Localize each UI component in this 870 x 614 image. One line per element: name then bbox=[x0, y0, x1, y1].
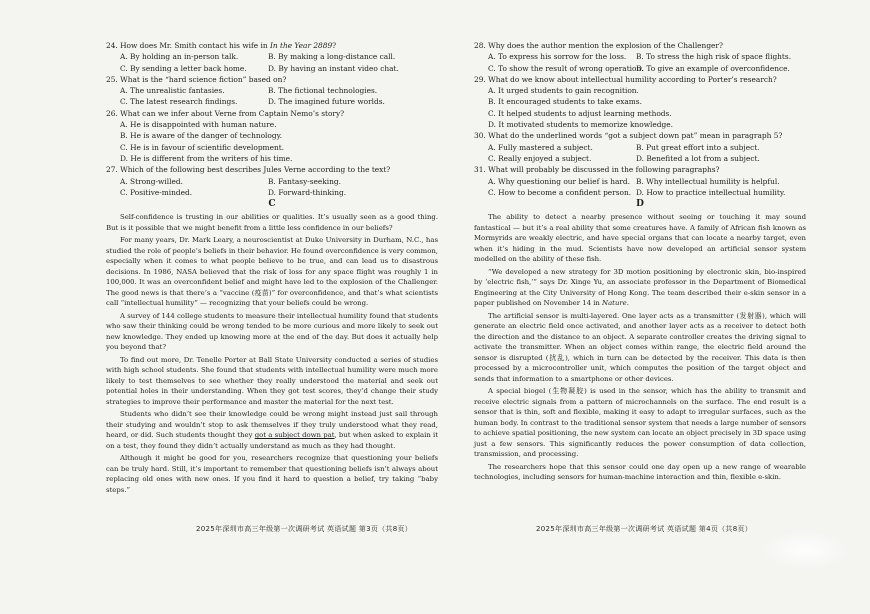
option: A. He is disappointed with human nature. bbox=[120, 120, 277, 130]
option: A. Fully mastered a subject. bbox=[488, 142, 593, 152]
question-31-stem: 31. What will probably be discussed in the following paragraphs? bbox=[474, 165, 720, 175]
question-28-options bbox=[488, 51, 806, 74]
option: C. The latest research findings. bbox=[120, 97, 238, 107]
option: A. Why questioning our belief is hard. bbox=[488, 176, 630, 186]
option: C. By sending a letter back home. bbox=[120, 63, 247, 73]
question-29-stem: 29. What do we know about intellectual humility according to Porter’s research? bbox=[474, 74, 777, 84]
option: B. It encouraged students to take exams. bbox=[488, 97, 642, 107]
option: A. The unrealistic fantasies. bbox=[120, 86, 225, 96]
question-29-options bbox=[488, 85, 806, 130]
section-letter-d: D bbox=[636, 199, 644, 210]
option: C. How to become a confident person. bbox=[488, 187, 632, 197]
option: B. He is aware of the danger of technology. bbox=[120, 131, 283, 141]
option: C. Positive-minded. bbox=[120, 187, 193, 197]
page-3-column bbox=[106, 40, 438, 495]
passage-c-paragraph: For many years, Dr. Mark Leary, a neuroscientist at Duke University in Durham, N.C., has studied the role of people’s beliefs in their behavior. He found overconfidence is very common, especially when it comes to what people believe to be true, and can lead us to disastrous decisions. In 1986, NASA believed that the risk of loss for any space flight was roughly 1 in 100,000. It was an overconfident belief and might have led to the explosion of the Challenger. The good news is that there’s a “vaccine (疫苗)” for overconfidence, and that’s what scientists call “intellectual humility” — recognizing that your beliefs could be wrong. bbox=[106, 236, 438, 308]
passage-d-paragraph: The artificial sensor is multi-layered. One layer acts as a transmitter (发射器), which will generate an electric field once activated, and another layer acts as a receiver to detect both the direction and the distance to an object. A separate controller creates the driving signal to activate the transmitter. When an object comes within range, the electric field around the sensor is disrupted (扰乱), which in turn can be detected by the receiver. This data is then processed by a microcontroller unit, which computes the position of the target object and sends that information to a smartphone or other devices. bbox=[474, 311, 806, 383]
underlined-phrase: got a subject down pat bbox=[254, 431, 335, 440]
option: D. How to practice intellectual humility. bbox=[636, 187, 786, 197]
option: D. It motivated students to memorize knowledge. bbox=[488, 120, 673, 130]
scan-smudge bbox=[760, 530, 850, 570]
question-25-stem: 25. What is the “hard science fiction” based on? bbox=[106, 74, 287, 84]
question-30-options bbox=[488, 142, 806, 165]
question-27-stem: 27. Which of the following best describes Jules Verne according to the text? bbox=[106, 165, 391, 175]
question-31-options bbox=[488, 176, 806, 199]
option: C. It helped students to adjust learning methods. bbox=[488, 108, 672, 118]
option: D. He is different from the writers of his time. bbox=[120, 153, 293, 163]
option: D. Forward-thinking. bbox=[268, 187, 347, 197]
question-25-options bbox=[120, 85, 438, 108]
question-26-stem: 26. What can we infer about Verne from Captain Nemo’s story? bbox=[106, 108, 345, 118]
option: C. To show the result of wrong operation. bbox=[488, 63, 644, 73]
option: D. Benefited a lot from a subject. bbox=[636, 153, 760, 163]
passage-c-paragraph: To find out more, Dr. Tenelle Porter at Ball State University conducted a series of studies with high school students. She found that students with intellectual humility were much more likely to test themselves to see whether they really understood the material and seek out potential holes in their understanding. When they got test scores, they’d change their study strategies to improve their performance and master the material for the next test. bbox=[106, 355, 438, 406]
option: B. Fantasy-seeking. bbox=[268, 176, 341, 186]
option: A. To express his sorrow for the loss. bbox=[488, 52, 627, 62]
passage-d-paragraph: The ability to detect a nearby presence without seeing or touching it may sound fantastical — but it’s a real ability that some creatures have. A family of African fish known as Mormyrids are weakly electric, and have special organs that can locate a nearby target, even when it’s hiding in the mud. Scientists have now developed an artificial sensor system modelled on the ability of these fish. bbox=[474, 213, 806, 264]
page-4-footer: 2025年深圳市高三年级第一次调研考试 英语试题 第4页（共8页） bbox=[536, 525, 753, 533]
page-3-footer: 2025年深圳市高三年级第一次调研考试 英语试题 第3页（共8页） bbox=[196, 525, 413, 533]
option: D. By having an instant video chat. bbox=[268, 63, 399, 73]
passage-c-paragraph: Self-confidence is trusting in our abilities or qualities. It’s usually seen as a good thing. But is it possible that we might benefit from a little less confidence in our beliefs? bbox=[106, 213, 438, 232]
option: B. To stress the high risk of space flights. bbox=[636, 52, 792, 62]
question-28-stem: 28. Why does the author mention the explosion of the Challenger? bbox=[474, 41, 723, 50]
page-4-column bbox=[474, 40, 806, 483]
option: C. He is in favour of scientific development. bbox=[120, 142, 285, 152]
option: C. Really enjoyed a subject. bbox=[488, 153, 592, 163]
passage-c-paragraph: A survey of 144 college students to measure their intellectual humility found that students who saw their thinking could be wrong tended to be more curious and more likely to seek out new knowledge. They ended up knowing more at the end of the day. But does it actually help you beyond that? bbox=[106, 311, 438, 352]
passage-d-paragraph: A special biogel (生物凝胶) is used in the sensor, which has the ability to transmit and receive electric signals from a pattern of microchannels on the surface. The end result is a sensor that is thin, soft and flexible, making it easy to adapt to irregular surfaces, such as the human body. In contrast to the traditional sensor system that needs a large number of sensors to achieve spatial positioning, the new system can locate an object precisely in 3D space using just a few sensors. This significantly reduces the power consumption of data collection, transmission, and processing. bbox=[474, 387, 806, 459]
question-30-stem: 30. What do the underlined words “got a subject down pat” mean in paragraph 5? bbox=[474, 131, 783, 141]
option: A. By holding an in-person talk. bbox=[120, 52, 239, 62]
passage-c-paragraph: Although it might be good for you, researchers recognize that questioning your beliefs can be truly hard. Still, it’s important to remember that questioning beliefs isn’t always about replacing old ones with new ones. If you find it hard to question a belief, try taking “baby steps.” bbox=[106, 454, 438, 494]
option: B. Why intellectual humility is helpful. bbox=[636, 176, 780, 186]
option: A. It urged students to gain recognition. bbox=[488, 86, 639, 96]
question-24-options bbox=[120, 51, 438, 74]
question-26-options bbox=[120, 119, 438, 164]
option: B. The fictional technologies. bbox=[268, 86, 378, 96]
option: B. Put great effort into a subject. bbox=[636, 142, 760, 152]
option: A. Strong-willed. bbox=[120, 176, 183, 186]
option: D. To give an example of overconfidence. bbox=[636, 63, 790, 73]
passage-d-paragraph-2: “We developed a new strategy for 3D motion positioning by electronic skin, bio-inspired by ‘electric fish,’” says Dr. Xinge Yu, an associate professor in the Department of Biomedical Engineering at the City University of Hong Kong. The team described their e-skin sensor in a paper published on November 14 in Nature. bbox=[474, 267, 806, 308]
section-letter-c: C bbox=[268, 199, 276, 210]
option: D. The imagined future worlds. bbox=[268, 97, 385, 107]
question-24-stem: 24. How does Mr. Smith contact his wife in In the Year 2889? bbox=[106, 41, 337, 50]
passage-d-paragraph: The researchers hope that this sensor could one day open up a new range of wearable technologies, including sensors for human-machine interaction and thin, flexible e-skin. bbox=[474, 462, 806, 482]
passage-c-paragraph-5: Students who didn’t see their knowledge could be wrong might instead just sail through their studying and wouldn’t stop to ask themselves if they truly understood what they read, heard, or did. Such students thought they got a subject down pat, but when asked to explain it on a test, they found they didn’t actually understand as much as they had thought. bbox=[106, 410, 438, 450]
option: B. By making a long-distance call. bbox=[268, 52, 396, 62]
question-27-options bbox=[120, 176, 438, 199]
